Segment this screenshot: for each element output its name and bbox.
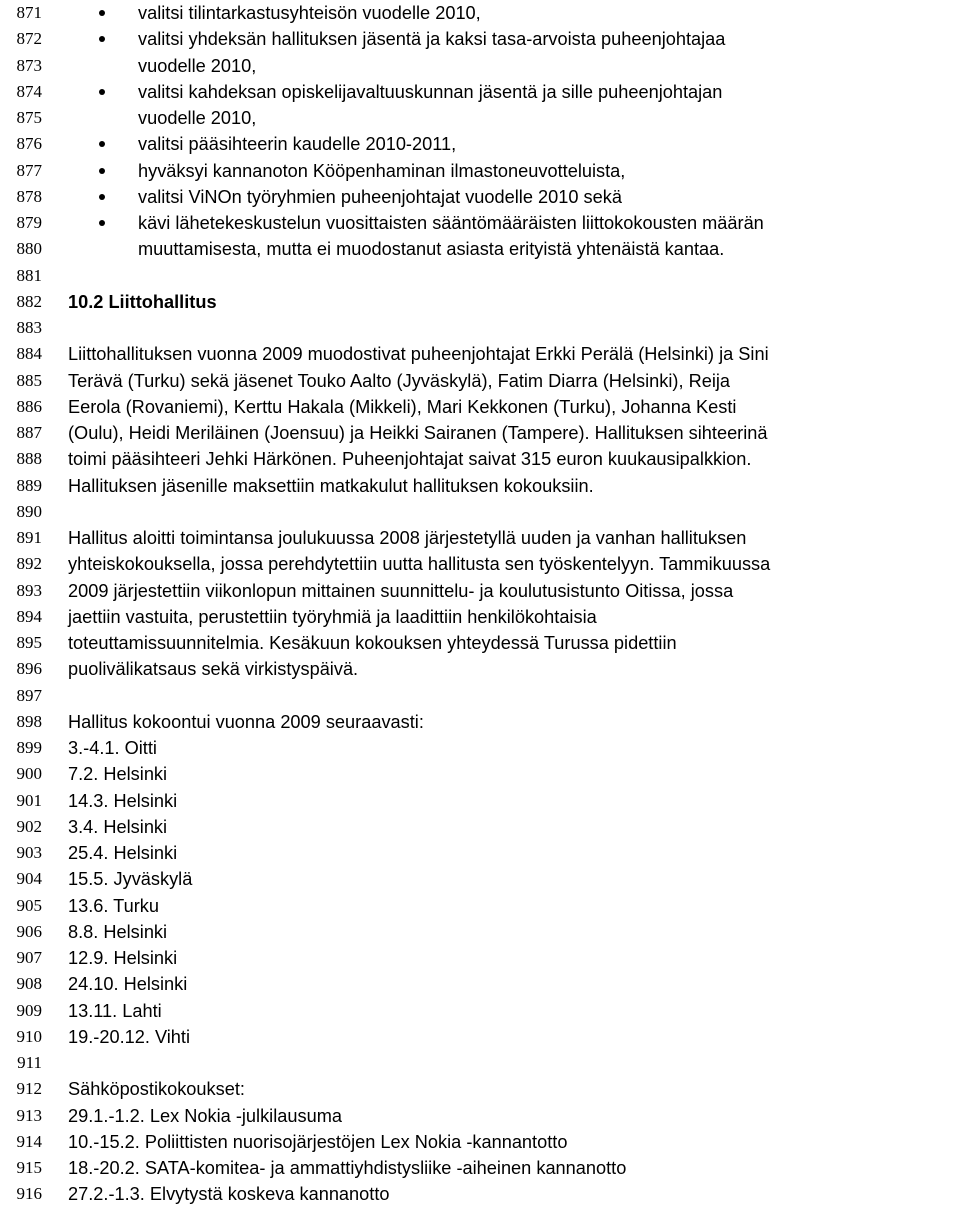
line-number: 913 — [16, 1105, 42, 1125]
line-number: 873 — [16, 55, 42, 75]
document-line — [0, 525, 960, 551]
document-line — [0, 289, 960, 315]
document-line — [0, 551, 960, 577]
line-number: 897 — [16, 685, 42, 705]
paragraph-text: 14.3. Helsinki — [68, 790, 178, 811]
line-number: 884 — [16, 344, 42, 364]
document-line — [0, 971, 960, 997]
document-line — [0, 499, 960, 525]
line-number: 872 — [16, 29, 42, 49]
document-line — [0, 420, 960, 446]
document-line — [0, 1076, 960, 1102]
paragraph-text: 13.6. Turku — [68, 895, 159, 916]
bullet-icon — [99, 141, 105, 147]
line-number: 898 — [16, 711, 42, 731]
line-number: 915 — [16, 1158, 42, 1177]
document-line — [0, 26, 960, 52]
list-item-continuation: vuodelle 2010, — [138, 108, 257, 128]
paragraph-text: Terävä (Turku) sekä jäsenet Touko Aalto (Jyväskylä), Fatim Diarra (Helsinki), Reija — [68, 370, 731, 391]
document-line — [0, 814, 960, 840]
paragraph-text: 27.2.-1.3. Elvytystä koskeva kannanotto — [68, 1184, 390, 1205]
line-number: 875 — [16, 108, 42, 127]
line-number: 902 — [16, 816, 42, 836]
section-heading: 10.2 Liittohallitus — [68, 291, 217, 312]
line-number: 885 — [16, 370, 42, 390]
line-number: 901 — [16, 790, 42, 810]
document-line — [0, 1050, 960, 1076]
line-number: 907 — [16, 948, 42, 967]
document-line — [0, 158, 960, 184]
document-line — [0, 446, 960, 472]
line-number: 882 — [16, 291, 42, 311]
line-number: 912 — [16, 1079, 42, 1099]
document-line — [0, 184, 960, 210]
paragraph-text: 24.10. Helsinki — [68, 974, 188, 995]
list-item-text: valitsi kahdeksan opiskelijavaltuuskunnan jäsentä ja sille puheenjohtajan — [138, 81, 723, 102]
list-item-text: hyväksyi kannanoton Kööpenhaminan ilmastoneuvotteluista, — [138, 160, 626, 181]
paragraph-text: Eerola (Rovaniemi), Kerttu Hakala (Mikkeli), Mari Kekkonen (Turku), Johanna Kesti — [68, 396, 737, 417]
paragraph-text: 19.-20.12. Vihti — [68, 1026, 191, 1047]
line-number: 878 — [16, 186, 42, 206]
document-line — [0, 709, 960, 735]
list-item-text: valitsi yhdeksän hallituksen jäsentä ja kaksi tasa-arvoista puheenjohtajaa — [138, 29, 726, 50]
line-number: 899 — [16, 738, 42, 757]
paragraph-text: jaettiin vastuita, perustettiin työryhmiä ja laadittiin henkilökohtaisia — [68, 606, 597, 627]
document-line — [0, 604, 960, 630]
line-number: 877 — [16, 160, 42, 180]
list-item-continuation: muuttamisesta, mutta ei muodostanut asiasta erityistä yhtenäistä kantaa. — [138, 239, 725, 260]
paragraph-text: 25.4. Helsinki — [68, 843, 178, 863]
line-number: 879 — [16, 213, 42, 232]
line-number: 911 — [17, 1053, 42, 1072]
document-line — [0, 788, 960, 814]
document-line — [0, 840, 960, 866]
document-line — [0, 656, 960, 682]
line-number: 881 — [16, 265, 42, 285]
line-number: 890 — [16, 501, 42, 521]
document-line — [0, 1129, 960, 1155]
document-line — [0, 919, 960, 945]
paragraph-text: 3.-4.1. Oitti — [68, 738, 157, 758]
paragraph-text: Hallituksen jäsenille maksettiin matkakulut hallituksen kokouksiin. — [68, 475, 594, 496]
document-line — [0, 578, 960, 604]
bullet-icon — [99, 10, 105, 16]
line-number: 888 — [16, 449, 42, 469]
document-line — [0, 945, 960, 971]
paragraph-text: Hallitus kokoontui vuonna 2009 seuraavasti: — [68, 711, 424, 732]
document-line — [0, 998, 960, 1024]
paragraph-text: 8.8. Helsinki — [68, 921, 168, 942]
document-line — [0, 630, 960, 656]
document-line — [0, 1181, 960, 1207]
document-line — [0, 394, 960, 420]
document-line — [0, 893, 960, 919]
paragraph-text: toteuttamissuunnitelmia. Kesäkuun kokouksen yhteydessä Turussa pidettiin — [68, 633, 677, 653]
document-line — [0, 0, 960, 26]
document-line — [0, 263, 960, 289]
line-number: 916 — [16, 1184, 42, 1204]
document-line — [0, 315, 960, 341]
document-line — [0, 105, 960, 131]
paragraph-text: 18.-20.2. SATA-komitea- ja ammattiyhdistysliike -aiheinen kannanotto — [68, 1158, 627, 1178]
list-item-text: valitsi tilintarkastusyhteisön vuodelle 2010, — [138, 3, 481, 23]
document-line — [0, 79, 960, 105]
document-line — [0, 1103, 960, 1129]
paragraph-text: 2009 järjestettiin viikonlopun mittainen suunnittelu- ja koulutusistunto Oitissa, jossa — [68, 580, 734, 601]
list-item-text: valitsi pääsihteerin kaudelle 2010-2011, — [138, 134, 457, 155]
paragraph-text: 15.5. Jyväskylä — [68, 869, 193, 890]
line-number: 900 — [16, 764, 42, 784]
paragraph-text: Sähköpostikokoukset: — [68, 1079, 245, 1100]
paragraph-text: 13.11. Lahti — [68, 1000, 162, 1021]
line-number: 908 — [16, 974, 42, 994]
document-line — [0, 1024, 960, 1050]
line-number: 889 — [16, 475, 42, 495]
document-line — [0, 866, 960, 892]
document-line — [0, 368, 960, 394]
line-number: 883 — [16, 318, 42, 337]
document-line — [0, 53, 960, 79]
line-number: 893 — [16, 580, 42, 600]
document-line — [0, 683, 960, 709]
paragraph-text: (Oulu), Heidi Meriläinen (Joensuu) ja Heikki Sairanen (Tampere). Hallituksen sihteerinä — [68, 423, 768, 443]
line-number: 909 — [16, 1000, 42, 1020]
line-number: 894 — [16, 606, 42, 626]
line-number: 910 — [16, 1026, 42, 1046]
bullet-icon — [99, 36, 105, 42]
document-line — [0, 210, 960, 236]
line-number: 904 — [16, 869, 42, 889]
paragraph-text: 3.4. Helsinki — [68, 816, 168, 837]
document-line — [0, 1155, 960, 1181]
line-number: 887 — [16, 423, 42, 442]
list-item-continuation: vuodelle 2010, — [138, 55, 257, 76]
paragraph-text: 7.2. Helsinki — [68, 764, 168, 785]
paragraph-text: Hallitus aloitti toimintansa joulukuussa 2008 järjestetyllä uuden ja vanhan hallituksen — [68, 528, 747, 548]
paragraph-text: 10.-15.2. Poliittisten nuorisojärjestöjen Lex Nokia -kannantotto — [68, 1131, 568, 1152]
document-line — [0, 131, 960, 157]
paragraph-text: yhteiskokouksella, jossa perehdytettiin uutta hallitusta sen työskentelyyn. Tammikuussa — [68, 554, 771, 575]
line-number: 886 — [16, 396, 42, 416]
document-line — [0, 735, 960, 761]
document-line — [0, 473, 960, 499]
paragraph-text: 12.9. Helsinki — [68, 948, 178, 968]
line-number: 876 — [16, 134, 42, 154]
line-number: 903 — [16, 843, 42, 862]
line-number: 892 — [16, 554, 42, 574]
list-item-text: kävi lähetekeskustelun vuosittaisten sääntömääräisten liittokokousten määrän — [138, 213, 764, 233]
line-number: 891 — [16, 528, 42, 547]
line-number: 914 — [16, 1131, 42, 1151]
paragraph-text: toimi pääsihteeri Jehki Härkönen. Puheenjohtajat saivat 315 euron kuukausipalkkion. — [68, 449, 752, 470]
document-line — [0, 761, 960, 787]
line-number: 880 — [16, 239, 42, 259]
line-number: 896 — [16, 659, 42, 679]
line-number: 874 — [16, 81, 42, 101]
bullet-icon — [99, 89, 105, 95]
document-line — [0, 236, 960, 262]
paragraph-text: Liittohallituksen vuonna 2009 muodostivat puheenjohtajat Erkki Perälä (Helsinki) ja Sini — [68, 344, 769, 365]
bullet-icon — [99, 220, 105, 226]
bullet-icon — [99, 168, 105, 174]
paragraph-text: puolivälikatsaus sekä virkistyspäivä. — [68, 659, 359, 680]
line-number: 906 — [16, 921, 42, 941]
paragraph-text: 29.1.-1.2. Lex Nokia -julkilausuma — [68, 1105, 342, 1126]
line-number: 871 — [16, 3, 42, 22]
line-number: 895 — [16, 633, 42, 652]
document-line — [0, 341, 960, 367]
line-number: 905 — [16, 895, 42, 915]
list-item-text: valitsi ViNOn työryhmien puheenjohtajat vuodelle 2010 sekä — [138, 186, 622, 207]
bullet-icon — [99, 194, 105, 200]
